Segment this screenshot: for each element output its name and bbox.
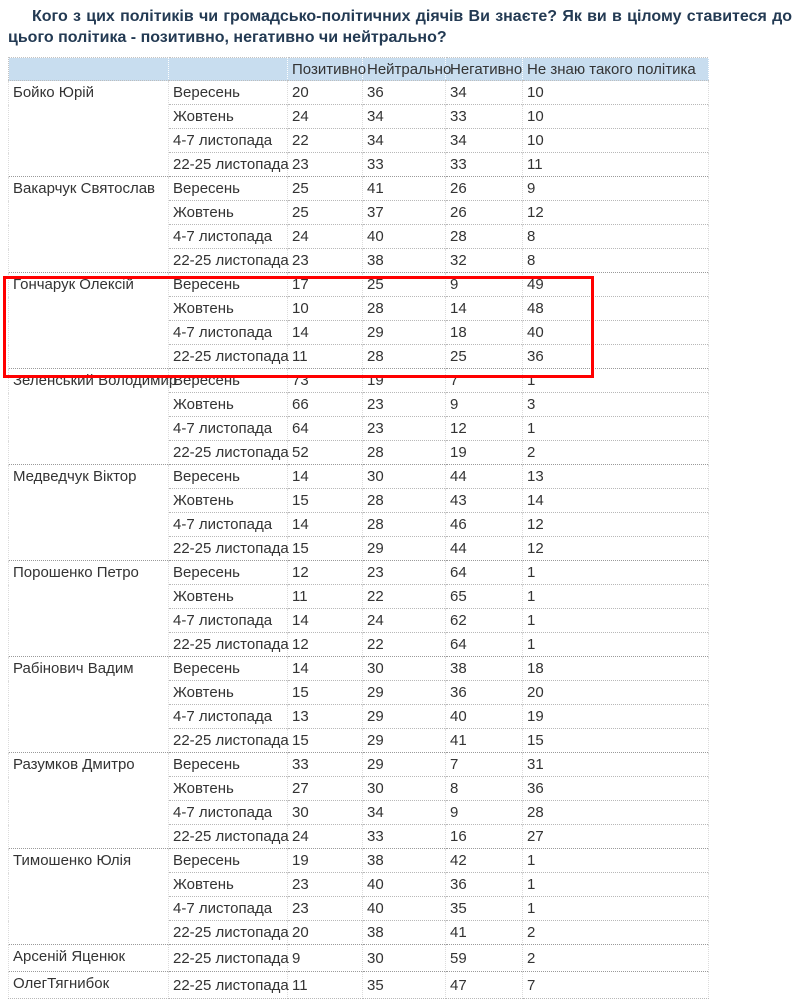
negative-value-cell: 41 — [446, 921, 523, 945]
period-cell: 22-25 листопада — [169, 345, 288, 369]
unknown-value-cell: 11 — [523, 153, 709, 177]
neutral-value-cell: 34 — [363, 105, 446, 129]
unknown-value-cell: 36 — [523, 345, 709, 369]
negative-value-cell: 7 — [446, 369, 523, 393]
unknown-value-cell: 40 — [523, 321, 709, 345]
period-cell: Жовтень — [169, 201, 288, 225]
unknown-value-cell: 27 — [523, 825, 709, 849]
unknown-value-cell: 2 — [523, 945, 709, 972]
negative-value-cell: 14 — [446, 297, 523, 321]
neutral-value-cell: 23 — [363, 417, 446, 441]
period-cell: 4-7 листопада — [169, 705, 288, 729]
politician-name-cell: Разумков Дмитро — [9, 753, 169, 849]
unknown-value-cell: 1 — [523, 609, 709, 633]
neutral-value-cell: 28 — [363, 489, 446, 513]
period-cell: Жовтень — [169, 873, 288, 897]
neutral-value-cell: 23 — [363, 561, 446, 585]
negative-value-cell: 44 — [446, 465, 523, 489]
politician-name-cell: Рабінович Вадим — [9, 657, 169, 753]
negative-value-cell: 8 — [446, 777, 523, 801]
negative-value-cell: 34 — [446, 81, 523, 105]
positive-value-cell: 17 — [288, 273, 363, 297]
negative-value-cell: 40 — [446, 705, 523, 729]
negative-value-cell: 9 — [446, 273, 523, 297]
neutral-value-cell: 29 — [363, 681, 446, 705]
positive-value-cell: 20 — [288, 81, 363, 105]
period-cell: 22-25 листопада — [169, 537, 288, 561]
unknown-value-cell: 2 — [523, 921, 709, 945]
unknown-value-cell: 14 — [523, 489, 709, 513]
poll-results-table — [8, 57, 709, 999]
politician-name-cell: Порошенко Петро — [9, 561, 169, 657]
neutral-value-cell: 29 — [363, 729, 446, 753]
unknown-value-cell: 12 — [523, 537, 709, 561]
unknown-value-cell: 31 — [523, 753, 709, 777]
negative-value-cell: 32 — [446, 249, 523, 273]
neutral-value-cell: 40 — [363, 225, 446, 249]
positive-value-cell: 11 — [288, 585, 363, 609]
negative-value-cell: 42 — [446, 849, 523, 873]
politician-section — [9, 465, 709, 561]
positive-value-cell: 24 — [288, 105, 363, 129]
positive-value-cell: 10 — [288, 297, 363, 321]
positive-value-cell: 14 — [288, 609, 363, 633]
period-cell: Вересень — [169, 369, 288, 393]
unknown-value-cell: 1 — [523, 369, 709, 393]
neutral-value-cell: 38 — [363, 921, 446, 945]
politician-name-cell: Бойко Юрій — [9, 81, 169, 177]
period-cell: 22-25 листопада — [169, 729, 288, 753]
positive-value-cell: 14 — [288, 465, 363, 489]
period-cell: Вересень — [169, 465, 288, 489]
positive-value-cell: 14 — [288, 657, 363, 681]
table-row — [9, 972, 709, 999]
politician-name-cell: Арсеній Яценюк — [9, 945, 169, 972]
header-cell-positive: Позитивно — [288, 58, 363, 81]
positive-value-cell: 66 — [288, 393, 363, 417]
table-row — [9, 561, 709, 585]
negative-value-cell: 19 — [446, 441, 523, 465]
unknown-value-cell: 1 — [523, 633, 709, 657]
unknown-value-cell: 49 — [523, 273, 709, 297]
period-cell: 22-25 листопада — [169, 633, 288, 657]
negative-value-cell: 9 — [446, 801, 523, 825]
unknown-value-cell: 12 — [523, 513, 709, 537]
neutral-value-cell: 36 — [363, 81, 446, 105]
positive-value-cell: 24 — [288, 825, 363, 849]
politician-section — [9, 972, 709, 999]
table-row — [9, 657, 709, 681]
negative-value-cell: 43 — [446, 489, 523, 513]
neutral-value-cell: 28 — [363, 441, 446, 465]
positive-value-cell: 15 — [288, 729, 363, 753]
negative-value-cell: 41 — [446, 729, 523, 753]
period-cell: Жовтень — [169, 777, 288, 801]
politician-name-cell: Медведчук Віктор — [9, 465, 169, 561]
unknown-value-cell: 1 — [523, 417, 709, 441]
positive-value-cell: 15 — [288, 537, 363, 561]
neutral-value-cell: 25 — [363, 273, 446, 297]
negative-value-cell: 9 — [446, 393, 523, 417]
period-cell: Вересень — [169, 753, 288, 777]
positive-value-cell: 19 — [288, 849, 363, 873]
negative-value-cell: 36 — [446, 873, 523, 897]
table-row — [9, 273, 709, 297]
neutral-value-cell: 41 — [363, 177, 446, 201]
unknown-value-cell: 1 — [523, 561, 709, 585]
unknown-value-cell: 8 — [523, 225, 709, 249]
header-cell-negative: Негативно — [446, 58, 523, 81]
period-cell: Жовтень — [169, 585, 288, 609]
period-cell: 22-25 листопада — [169, 153, 288, 177]
negative-value-cell: 26 — [446, 201, 523, 225]
negative-value-cell: 18 — [446, 321, 523, 345]
positive-value-cell: 20 — [288, 921, 363, 945]
period-cell: 4-7 листопада — [169, 225, 288, 249]
negative-value-cell: 16 — [446, 825, 523, 849]
positive-value-cell: 22 — [288, 129, 363, 153]
negative-value-cell: 38 — [446, 657, 523, 681]
neutral-value-cell: 40 — [363, 873, 446, 897]
period-cell: Вересень — [169, 561, 288, 585]
positive-value-cell: 23 — [288, 897, 363, 921]
period-cell: Вересень — [169, 273, 288, 297]
period-cell: 22-25 листопада — [169, 825, 288, 849]
period-cell: Жовтень — [169, 105, 288, 129]
unknown-value-cell: 1 — [523, 849, 709, 873]
neutral-value-cell: 34 — [363, 801, 446, 825]
table-row — [9, 177, 709, 201]
positive-value-cell: 30 — [288, 801, 363, 825]
neutral-value-cell: 37 — [363, 201, 446, 225]
unknown-value-cell: 19 — [523, 705, 709, 729]
neutral-value-cell: 22 — [363, 633, 446, 657]
unknown-value-cell: 10 — [523, 81, 709, 105]
positive-value-cell: 27 — [288, 777, 363, 801]
negative-value-cell: 62 — [446, 609, 523, 633]
unknown-value-cell: 1 — [523, 897, 709, 921]
neutral-value-cell: 24 — [363, 609, 446, 633]
negative-value-cell: 47 — [446, 972, 523, 999]
positive-value-cell: 23 — [288, 153, 363, 177]
period-cell: 22-25 листопада — [169, 249, 288, 273]
politician-name-cell: Зеленський Володимир — [9, 369, 169, 465]
unknown-value-cell: 10 — [523, 129, 709, 153]
negative-value-cell: 44 — [446, 537, 523, 561]
unknown-value-cell: 13 — [523, 465, 709, 489]
period-cell: 4-7 листопада — [169, 801, 288, 825]
negative-value-cell: 26 — [446, 177, 523, 201]
period-cell: 22-25 листопада — [169, 441, 288, 465]
table-row — [9, 945, 709, 972]
positive-value-cell: 23 — [288, 873, 363, 897]
politician-section — [9, 369, 709, 465]
positive-value-cell: 33 — [288, 753, 363, 777]
politician-name-cell: ОлегТягнибок — [9, 972, 169, 999]
negative-value-cell: 33 — [446, 105, 523, 129]
table-row — [9, 465, 709, 489]
period-cell: Вересень — [169, 849, 288, 873]
neutral-value-cell: 30 — [363, 945, 446, 972]
unknown-value-cell: 1 — [523, 585, 709, 609]
unknown-value-cell: 10 — [523, 105, 709, 129]
neutral-value-cell: 38 — [363, 249, 446, 273]
positive-value-cell: 11 — [288, 345, 363, 369]
table-row — [9, 369, 709, 393]
neutral-value-cell: 29 — [363, 537, 446, 561]
negative-value-cell: 7 — [446, 753, 523, 777]
neutral-value-cell: 22 — [363, 585, 446, 609]
neutral-value-cell: 33 — [363, 825, 446, 849]
politician-section — [9, 753, 709, 849]
period-cell: 22-25 листопада — [169, 945, 288, 972]
unknown-value-cell: 48 — [523, 297, 709, 321]
positive-value-cell: 52 — [288, 441, 363, 465]
unknown-value-cell: 3 — [523, 393, 709, 417]
politician-section — [9, 273, 709, 369]
neutral-value-cell: 28 — [363, 513, 446, 537]
positive-value-cell: 15 — [288, 681, 363, 705]
unknown-value-cell: 20 — [523, 681, 709, 705]
negative-value-cell: 33 — [446, 153, 523, 177]
period-cell: Вересень — [169, 177, 288, 201]
neutral-value-cell: 35 — [363, 972, 446, 999]
politician-section — [9, 849, 709, 945]
header-cell-neutral: Нейтрально — [363, 58, 446, 81]
negative-value-cell: 25 — [446, 345, 523, 369]
negative-value-cell: 28 — [446, 225, 523, 249]
period-cell: 4-7 листопада — [169, 417, 288, 441]
politician-name-cell: Гончарук Олексій — [9, 273, 169, 369]
period-cell: 22-25 листопада — [169, 921, 288, 945]
negative-value-cell: 64 — [446, 561, 523, 585]
unknown-value-cell: 9 — [523, 177, 709, 201]
negative-value-cell: 34 — [446, 129, 523, 153]
politician-section — [9, 945, 709, 972]
period-cell: 4-7 листопада — [169, 129, 288, 153]
positive-value-cell: 12 — [288, 561, 363, 585]
unknown-value-cell: 2 — [523, 441, 709, 465]
positive-value-cell: 13 — [288, 705, 363, 729]
negative-value-cell: 35 — [446, 897, 523, 921]
table-row — [9, 81, 709, 105]
period-cell: 4-7 листопада — [169, 513, 288, 537]
period-cell: Жовтень — [169, 393, 288, 417]
positive-value-cell: 14 — [288, 321, 363, 345]
negative-value-cell: 65 — [446, 585, 523, 609]
page-title: Кого з цих політиків чи громадсько-політичних діячів Ви знаєте? Як ви в цілому ставитеся до цього політика - позитивно, негативно чи нейтрально? — [8, 8, 792, 47]
positive-value-cell: 15 — [288, 489, 363, 513]
period-cell: 22-25 листопада — [169, 972, 288, 999]
period-cell: Вересень — [169, 81, 288, 105]
negative-value-cell: 46 — [446, 513, 523, 537]
unknown-value-cell: 36 — [523, 777, 709, 801]
neutral-value-cell: 29 — [363, 705, 446, 729]
header-row — [9, 58, 709, 81]
period-cell: 4-7 листопада — [169, 321, 288, 345]
negative-value-cell: 12 — [446, 417, 523, 441]
politician-section — [9, 177, 709, 273]
table-row — [9, 753, 709, 777]
neutral-value-cell: 29 — [363, 753, 446, 777]
neutral-value-cell: 34 — [363, 129, 446, 153]
negative-value-cell: 36 — [446, 681, 523, 705]
header-cell-period — [169, 58, 288, 81]
positive-value-cell: 12 — [288, 633, 363, 657]
table-row — [9, 849, 709, 873]
neutral-value-cell: 38 — [363, 849, 446, 873]
period-cell: Вересень — [169, 657, 288, 681]
positive-value-cell: 11 — [288, 972, 363, 999]
period-cell: Жовтень — [169, 489, 288, 513]
neutral-value-cell: 28 — [363, 297, 446, 321]
period-cell: 4-7 листопада — [169, 609, 288, 633]
unknown-value-cell: 28 — [523, 801, 709, 825]
period-cell: Жовтень — [169, 681, 288, 705]
unknown-value-cell: 7 — [523, 972, 709, 999]
politician-name-cell: Тимошенко Юлія — [9, 849, 169, 945]
period-cell: Жовтень — [169, 297, 288, 321]
neutral-value-cell: 23 — [363, 393, 446, 417]
neutral-value-cell: 19 — [363, 369, 446, 393]
positive-value-cell: 24 — [288, 225, 363, 249]
positive-value-cell: 23 — [288, 249, 363, 273]
header-cell-name — [9, 58, 169, 81]
neutral-value-cell: 28 — [363, 345, 446, 369]
politician-name-cell: Вакарчук Святослав — [9, 177, 169, 273]
positive-value-cell: 64 — [288, 417, 363, 441]
politician-section — [9, 561, 709, 657]
period-cell: 4-7 листопада — [169, 897, 288, 921]
header-cell-unknown: Не знаю такого політика — [523, 58, 709, 81]
neutral-value-cell: 29 — [363, 321, 446, 345]
neutral-value-cell: 30 — [363, 777, 446, 801]
neutral-value-cell: 30 — [363, 465, 446, 489]
unknown-value-cell: 8 — [523, 249, 709, 273]
unknown-value-cell: 18 — [523, 657, 709, 681]
positive-value-cell: 9 — [288, 945, 363, 972]
neutral-value-cell: 40 — [363, 897, 446, 921]
politician-section — [9, 657, 709, 753]
positive-value-cell: 25 — [288, 201, 363, 225]
politician-section — [9, 81, 709, 177]
neutral-value-cell: 33 — [363, 153, 446, 177]
positive-value-cell: 14 — [288, 513, 363, 537]
negative-value-cell: 59 — [446, 945, 523, 972]
neutral-value-cell: 30 — [363, 657, 446, 681]
unknown-value-cell: 1 — [523, 873, 709, 897]
unknown-value-cell: 12 — [523, 201, 709, 225]
positive-value-cell: 25 — [288, 177, 363, 201]
positive-value-cell: 73 — [288, 369, 363, 393]
unknown-value-cell: 15 — [523, 729, 709, 753]
negative-value-cell: 64 — [446, 633, 523, 657]
table-header — [9, 58, 709, 81]
